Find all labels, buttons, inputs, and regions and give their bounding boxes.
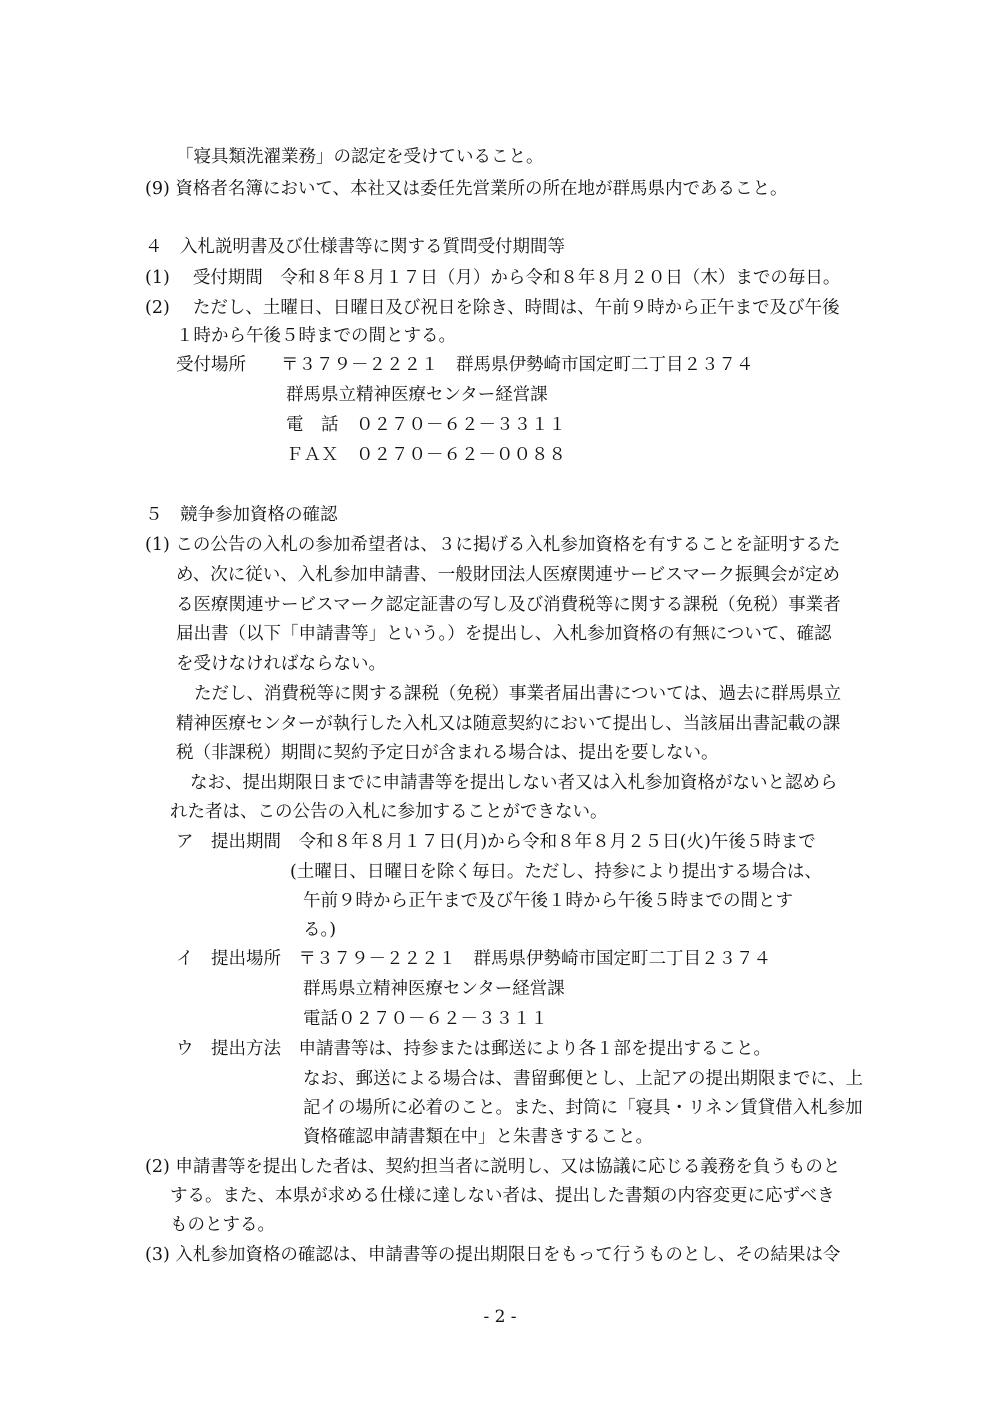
text-line: ＦＡＸ ０２７０－６２－００８８: [286, 445, 566, 465]
text-line: する。また、本県が求める仕様に達しない者は、提出した書類の内容変更に応ずべき: [170, 1186, 835, 1206]
text-line: ものとする。: [170, 1215, 275, 1235]
section-heading: ４ 入札説明書及び仕様書等に関する質問受付期間等: [145, 237, 565, 257]
text-line: を受けなければならない。: [176, 654, 386, 674]
text-line: (2) 申請書等を提出した者は、契約担当者に説明し、又は協議に応じる義務を負うものと: [145, 1157, 841, 1177]
text-line: ただし、消費税等に関する課税（免税）事業者届出書については、過去に群馬県立: [194, 684, 842, 704]
text-line: 届出書（以下「申請書等」という。）を提出し、入札参加資格の有無について、確認: [176, 624, 832, 644]
text-line: 受付場所 〒３７９－２２２１ 群馬県伊勢崎市国定町二丁目２３７４: [176, 355, 754, 375]
text-line: る。): [303, 920, 337, 940]
text-line: なお、提出期限日までに申請書等を提出しない者又は入札参加資格がないと認めら: [190, 773, 838, 793]
text-line: (2) ただし、土曜日、日曜日及び祝日を除き、時間は、午前９時から正午まで及び午後: [145, 298, 840, 318]
text-line: 電 話 ０２７０－６２－３３１１: [286, 415, 566, 435]
text-line: 資格確認申請書類在中」と朱書きすること。: [303, 1127, 653, 1147]
text-line: ア 提出期間 令和８年８月１７日(月)から令和８年８月２５日(火)午後５時まで: [176, 832, 816, 852]
text-line: １時から午後５時までの間とする。: [176, 326, 456, 346]
text-line: (土曜日、日曜日を除く毎日。ただし、持参により提出する場合は、: [290, 862, 822, 882]
text-line: イ 提出場所 〒３７９－２２２１ 群馬県伊勢崎市国定町二丁目２３７４: [176, 949, 771, 969]
text-line: (3) 入札参加資格の確認は、申請書等の提出期限日をもって行うものとし、その結果は令: [145, 1245, 841, 1265]
text-line: 午前９時から正午まで及び午後１時から午後５時までの間とす: [303, 891, 793, 911]
text-line: なお、郵送による場合は、書留郵便とし、上記アの提出期限までに、上: [303, 1069, 863, 1089]
text-line: 「寝具類洗濯業務」の認定を受けていること。: [176, 147, 544, 167]
text-line: 精神医療センターが執行した入札又は随意契約において提出し、当該届出書記載の課: [176, 714, 841, 734]
text-line: 群馬県立精神医療センター経営課: [286, 385, 548, 405]
text-line: 税（非課税）期間に契約予定日が含まれる場合は、提出を要しない。: [176, 743, 719, 763]
text-line: れた者は、この公告の入札に参加することができない。: [170, 802, 608, 822]
text-line: 記イの場所に必着のこと。また、封筒に「寝具・リネン賃貸借入札参加: [303, 1098, 863, 1118]
text-line: (1) 受付期間 令和８年８月１７日（月）から令和８年８月２０日（木）までの毎日。: [145, 268, 841, 288]
section-heading: ５ 競争参加資格の確認: [145, 505, 338, 525]
text-line: め、次に従い、入札参加申請書、一般財団法人医療関連サービスマーク振興会が定め: [176, 565, 840, 585]
text-line: (1) この公告の入札の参加希望者は、３に掲げる入札参加資格を有することを証明するた: [145, 535, 841, 555]
text-line: (9) 資格者名簿において、本社又は委任先営業所の所在地が群馬県内であること。: [145, 179, 788, 199]
text-line: 電話０２７０－６２－３３１１: [303, 1009, 548, 1029]
page-number: - 2 -: [483, 1307, 517, 1327]
text-line: る医療関連サービスマーク認定証書の写し及び消費税等に関する課税（免税）事業者: [176, 595, 841, 615]
text-line: ウ 提出方法 申請書等は、持参または郵送により各１部を提出すること。: [176, 1039, 771, 1059]
text-line: 群馬県立精神医療センター経営課: [303, 979, 565, 999]
